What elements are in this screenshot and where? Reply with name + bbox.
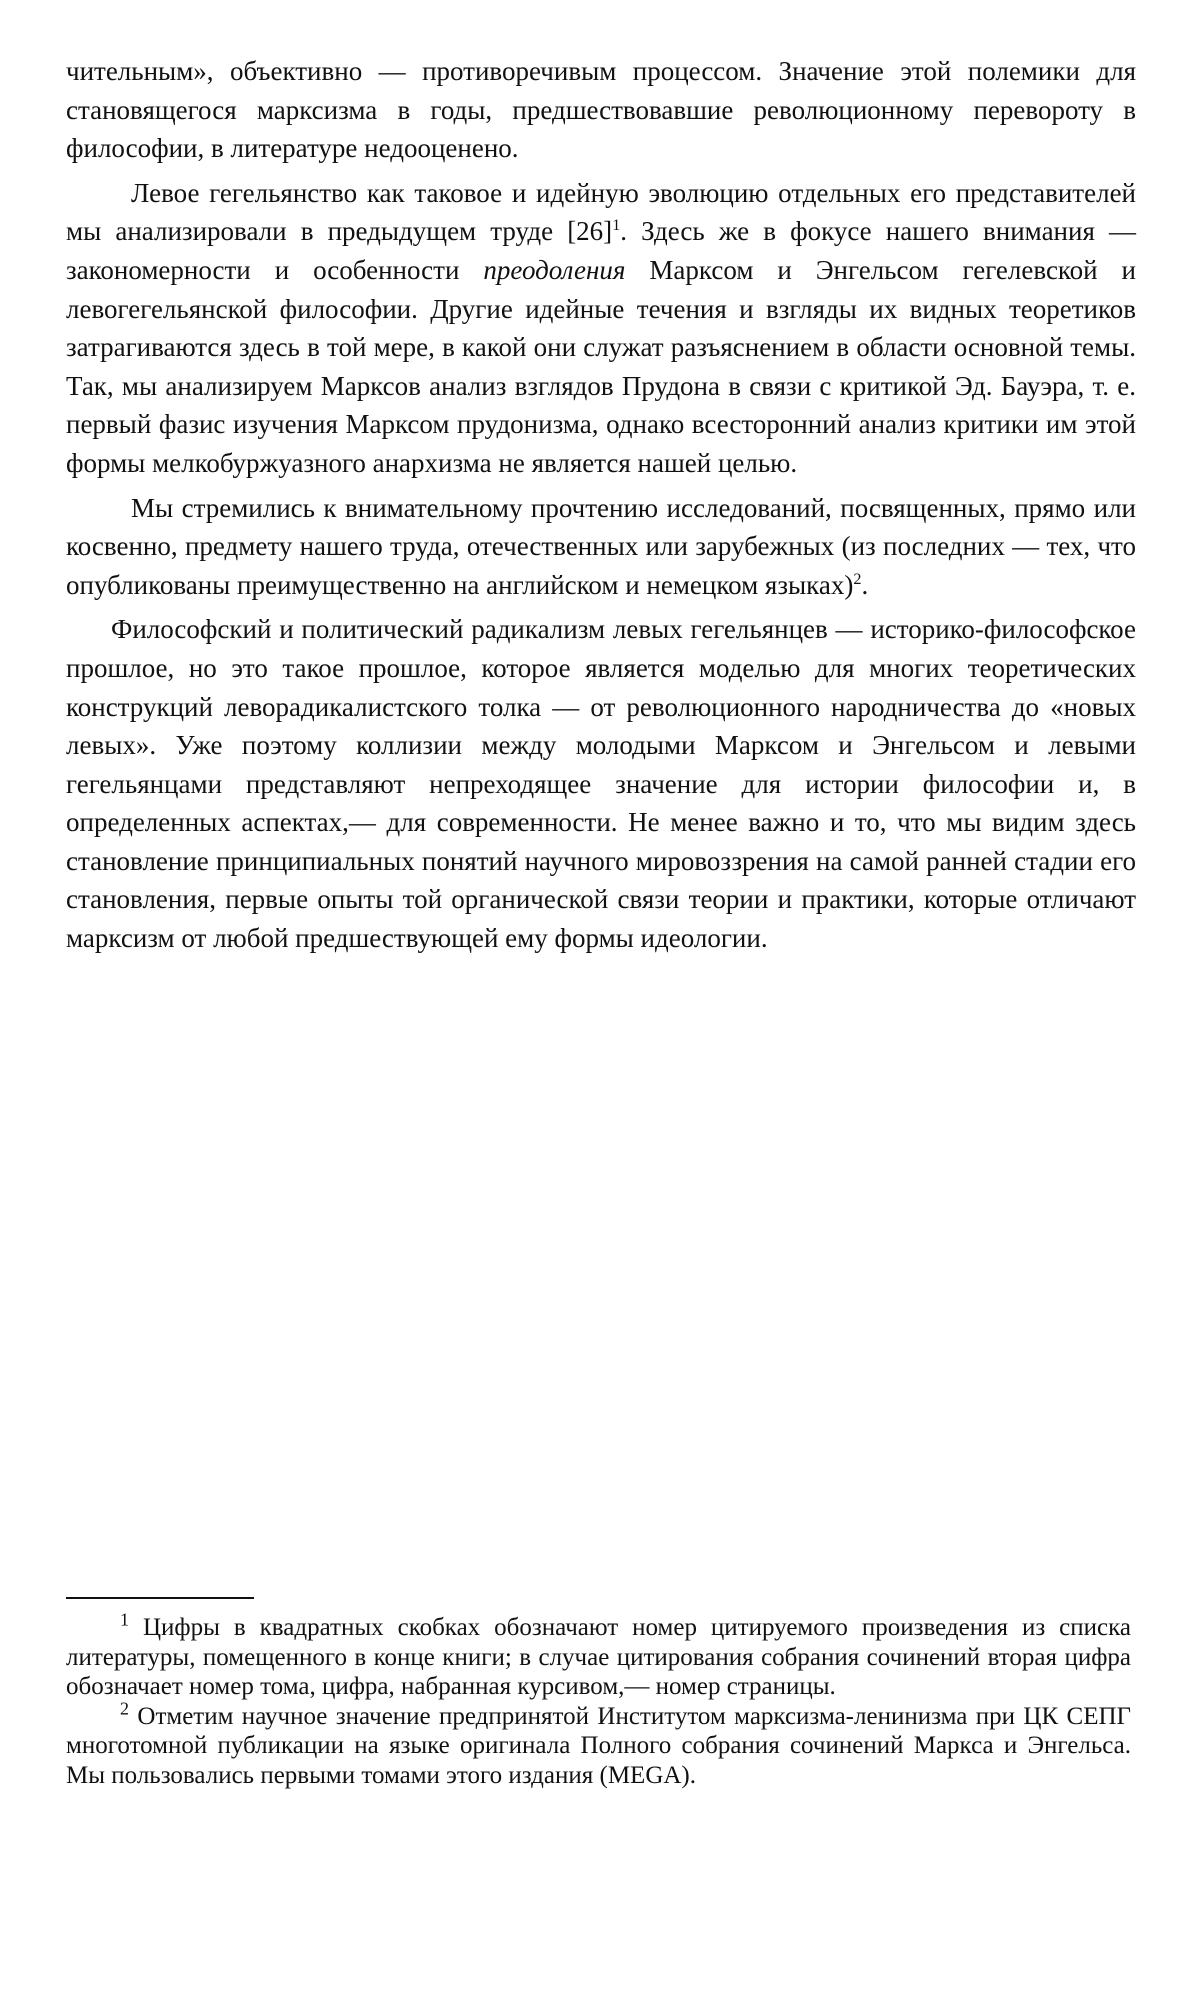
footnote-text: Цифры в квадратных скобках обозначают номер цитируемого произведения из списка литературы, помещенного в конце книги; в случае цитирования собрания сочинений вторая цифра обозначает номер тома, цифра, набранная курсивом,— номер страницы. (66, 1614, 1131, 1700)
paragraph-research (66, 489, 1136, 605)
paragraph-text: Марксом и Энгельсом гегелевской и левогегельянской философии. Другие идейные течения и взгляды их видных теоретиков затрагиваются здесь в той мере, в какой они служат разъяснением в области основной темы. Так, мы анализируем Марксов анализ взглядов Прудона в связи с критикой Эд. Бауэра, т. е. первый фазис изучения Марксом прудонизма, однако всесторонний анализ критики им этой формы мелкобуржуазного анархизма не является нашей целью. (66, 254, 1137, 478)
paragraph-left-hegelianism (66, 174, 1136, 483)
footnote-number: 2 (120, 1698, 129, 1719)
main-text (66, 52, 1136, 958)
footnote-ref-1[interactable]: 1 (612, 216, 621, 235)
footnote-number: 1 (120, 1609, 129, 1630)
footnotes (66, 1597, 1131, 1790)
paragraph-continuation: чительным», объективно — противоречивым процессом. Значение этой полемики для становящегося марксизма в годы, предшествовавшие революционному перевороту в философии, в литературе недооценено. (66, 56, 1136, 164)
paragraph-text: . (861, 569, 869, 600)
paragraph-text: . Здесь же в фокусе нашего внимания — закономерности и особенности (66, 216, 1136, 285)
paragraph-radicalism: Философский и политический радикализм левых гегельянцев — историко-философское прошлое, но это такое прошлое, которое является моделью для многих теоретических конструкций леворадикалистского толка — от революционного народничества до «новых левых». Уже поэтому коллизии между молодыми Марксом и Энгельсом и левыми гегельянцами представляют непреходящее значение для истории философии и, в определенных аспектах,— для современности. Не менее важно и то, что мы видим здесь становление принципиальных понятий научного мировоззрения на самой ранней стадии его становления, первые опыты той органической связи теории и практики, которые отличают марксизм от любой предшествующей ему формы идеологии. (66, 614, 1136, 954)
footnote-divider (66, 1597, 254, 1599)
footnote-1 (66, 1609, 1131, 1702)
footnote-2 (66, 1698, 1131, 1791)
footnote-text: Отметим научное значение предпринятой Институтом марксизма-ленинизма при ЦК СЕПГ многотомной публикации на языке оригинала Полного собрания сочинений Маркса и Энгельса. Мы пользовались первыми томами этого издания (MEGA). (66, 1702, 1131, 1789)
paragraph-text: Левое гегельянство как таковое и идейную эволюцию отдельных его представителей мы анализировали в предыдущем труде [26] (66, 177, 1136, 247)
italic-term: преодоления (483, 254, 626, 285)
footnote-ref-2[interactable]: 2 (853, 569, 862, 588)
paragraph-text: Мы стремились к внимательному прочтению исследований, посвященных, прямо или косвенно, предмету нашего труда, отечественных или зарубежных (из последних — тех, что опубликованы преимущественно на английском и немецком языках) (66, 492, 1136, 600)
